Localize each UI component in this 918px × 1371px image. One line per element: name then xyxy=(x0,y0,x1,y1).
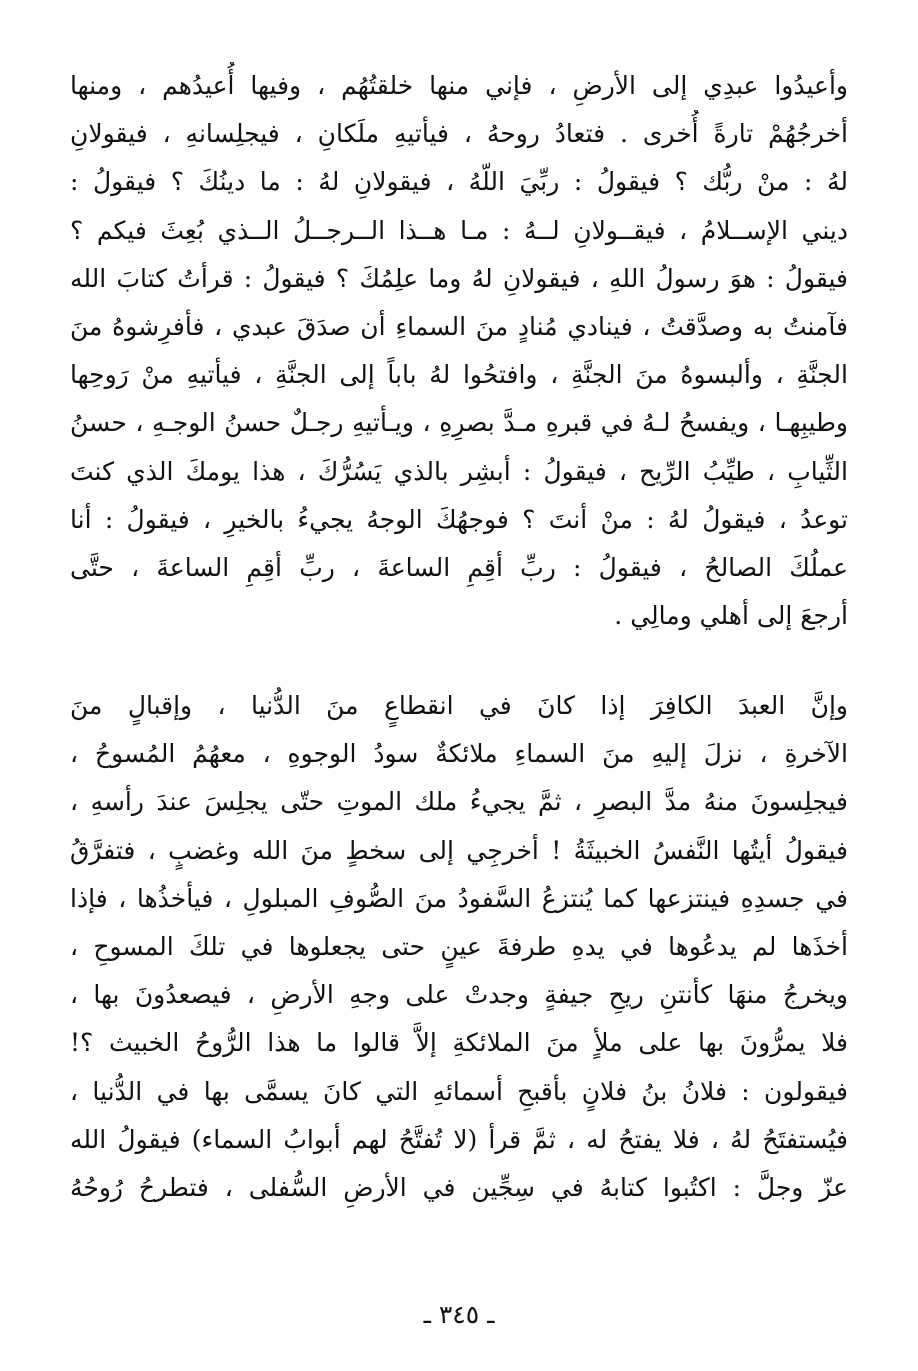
text-line: فيُستفتَحُ لهُ ، فلا يفتحُ له ، ثمَّ قرأ (لا تُفتَّحُ لهم أبوابُ السماء) فيقولُ الله xyxy=(70,1124,848,1154)
text-line: أخرجُهُمْ تارةً أُخرى . فتعادُ روحهُ ، فيأتيهِ ملَكانِ ، فيجلِسانهِ ، فيقولانِ xyxy=(70,119,848,149)
text-line: ويخرجُ منهَا كأنتنِ ريحِ جيفةٍ وجدتْ على وجهِ الأرضِ ، فيصعدُونَ بها ، xyxy=(70,980,848,1010)
page-number: ـ ٣٤٥ ـ xyxy=(423,1300,495,1329)
text-line: وإنَّ العبدَ الكافِرَ إذا كانَ في انقطاعٍ منَ الدُّنيا ، وإقبالٍ منَ xyxy=(70,691,848,720)
text-line: فيقولون : فلانُ بنُ فلانٍ بأقبحِ أسمائهِ التي كانَ يسمَّى بها في الدُّنيا ، xyxy=(70,1076,848,1106)
text-line: عملُكَ الصالحُ ، فيقولُ : ربِّ أقِمِ الساعةَ ، ربِّ أقِمِ الساعةَ ، حتَّى xyxy=(70,552,848,582)
text-line: وأعيدُوا عبدِي إلى الأرضِ ، فإني منها خلقتُهُم ، وفيها أُعيدُهم ، ومنها xyxy=(70,71,848,100)
text-line: أرجعَ إلى أهلي ومالِي . xyxy=(614,601,848,631)
text-line: عزّ وجلَّ : اكتُبوا كتابهُ في سِجِّين في الأرضِ السُّفلى ، فتطرحُ رُوحُهُ xyxy=(70,1172,848,1202)
text-line: فيقولُ : هوَ رسولُ اللهِ ، فيقولانِ لهُ وما علِمُكَ ؟ فيقولُ : قرأتُ كتابَ الله xyxy=(70,263,848,293)
text-line: ديني الإســلامُ ، فيقــولانِ لــهُ : مـا هــذا الــرجــلُ الــذي بُعِثَ فيكم ؟ xyxy=(70,215,848,245)
text-line: فآمنتُ به وصدَّقتُ ، فينادي مُنادٍ منَ السماءِ أن صدَقَ عبدي ، فأفرِشوهُ منَ xyxy=(70,311,848,341)
paragraph-2 xyxy=(70,682,848,1212)
text-line: لهُ : منْ ربُّك ؟ فيقولُ : ربِّيَ اللّهُ ، فيقولانِ لهُ : ما دينُكَ ؟ فيقولُ : xyxy=(70,167,848,197)
text-line: الآخرةِ ، نزلَ إليهِ منَ السماءِ ملائكةٌ سودُ الوجوهِ ، معهُمُ المُسوحُ ، xyxy=(70,739,848,769)
text-line: في جسدِهِ فينتزعها كما يُنتزعُ السَّفودُ منَ الصُّوفِ المبلولِ ، فيأخذُها ، فإذا xyxy=(70,883,848,913)
text-line: توعدُ ، فيقولُ لهُ : منْ أنتَ ؟ فوجهُكَ الوجهُ يجيءُ بالخيرِ ، فيقولُ : أنا xyxy=(70,504,848,534)
text-line: فلا يمرُّونَ بها على ملأٍ منَ الملائكةِ إلاَّ قالوا ما هذا الرُّوحُ الخبيث ؟! xyxy=(70,1028,848,1058)
paragraph-1 xyxy=(70,62,848,640)
text-line: فيقولُ أيتُها النَّفسُ الخبيثَةُ ! أخرجِي إلى سخطٍ منَ الله وغضبٍ ، فتفرَّقُ xyxy=(70,835,848,865)
text-line: فيجلِسونَ منهُ مدَّ البصرِ ، ثمَّ يجيءُ ملك الموتِ حتّى يجلِسَ عندَ رأسهِ ، xyxy=(70,787,848,817)
text-line: الثِّيابِ ، طيِّبُ الرِّيح ، فيقولُ : أبشِر بالذي يَسُرُّكَ ، هذا يومكَ الذي كنتَ xyxy=(70,456,848,486)
text-line: وطيبِهـا ، ويفسحُ لـهُ في قبرهِ مـدَّ بصرِهِ ، ويـأتيهِ رجـلٌ حسنُ الوجـهِ ، حسنُ xyxy=(70,408,848,438)
text-line: أخذَها لم يدعُوها في يدهِ طرفةَ عينٍ حتى يجعلوها في تلكَ المسوحِ ، xyxy=(70,931,848,961)
text-line: الجنَّةِ ، وألبسوهُ منَ الجنَّةِ ، وافتحُوا لهُ باباً إلى الجنَّةِ ، فيأتيهِ منْ رَوحِها xyxy=(70,360,848,390)
